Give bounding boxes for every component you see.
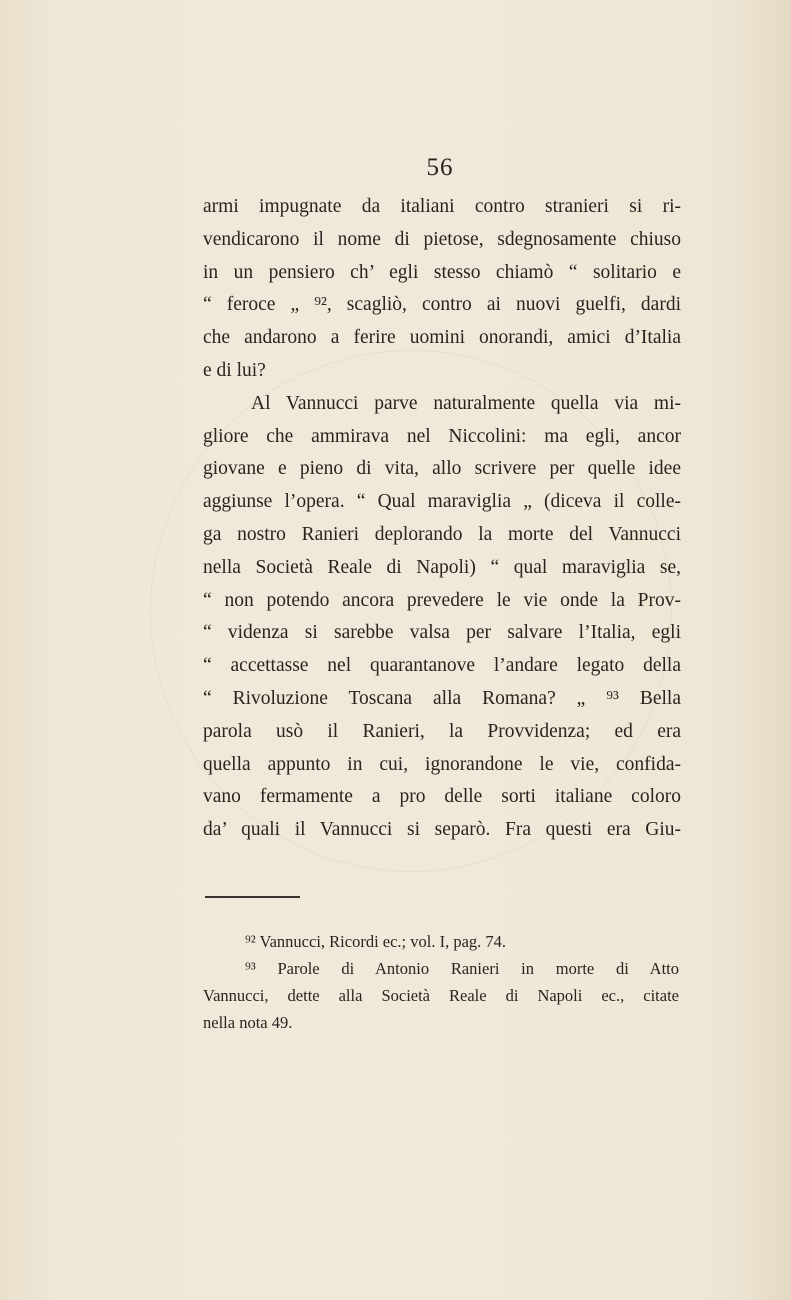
body-text xyxy=(203,191,681,847)
body-line: che andarono a ferire uomini onorandi, amici d’Italia xyxy=(203,327,681,349)
body-line: giovane e pieno di vita, allo scrivere per quelle idee xyxy=(203,458,681,480)
body-line: vendicarono il nome di pietose, sdegnosamente chiuso xyxy=(203,228,681,250)
footnote-93: ⁹³ Parole di Antonio Ranieri in morte di Atto xyxy=(245,959,679,978)
page-number: 56 xyxy=(426,154,454,181)
body-line: parola usò il Ranieri, la Provvidenza; ed era xyxy=(203,720,681,742)
body-line: armi impugnate da italiani contro stranieri si ri- xyxy=(203,196,681,217)
body-line: e di lui? xyxy=(203,359,266,381)
body-line: gliore che ammirava nel Niccolini: ma egli, ancor xyxy=(203,425,681,447)
body-line: in un pensiero ch’ egli stesso chiamò “ solitario e xyxy=(203,261,681,283)
footnote-92: ⁹² Vannucci, Ricordi ec.; vol. I, pag. 74. xyxy=(245,932,507,951)
footnotes xyxy=(203,928,679,1036)
body-line: “ accettasse nel quarantanove l’andare legato della xyxy=(203,655,681,677)
body-line: “ feroce „ ⁹², scagliò, contro ai nuovi guelfi, dardi xyxy=(203,294,681,316)
footnote-rule xyxy=(205,896,300,898)
body-line: “ Rivoluzione Toscana alla Romana? „ ⁹³ Bella xyxy=(203,687,681,709)
body-line: da’ quali il Vannucci si separò. Fra questi era Giu- xyxy=(203,819,681,841)
body-line: vano fermamente a pro delle sorti italiane coloro xyxy=(203,786,681,808)
body-line: quella appunto in cui, ignorandone le vie, confida- xyxy=(203,753,681,775)
body-line: aggiunse l’opera. “ Qual maraviglia „ (diceva il colle- xyxy=(203,491,681,513)
body-line: Al Vannucci parve naturalmente quella via mi- xyxy=(251,392,681,414)
footnote-93-cont: Vannucci, dette alla Società Reale di Napoli ec., citate xyxy=(203,986,679,1005)
body-line: nella Società Reale di Napoli) “ qual maraviglia se, xyxy=(203,556,681,578)
body-line: ga nostro Ranieri deplorando la morte del Vannucci xyxy=(203,523,681,545)
body-line: “ videnza si sarebbe valsa per salvare l’Italia, egli xyxy=(203,622,681,644)
body-line: “ non potendo ancora prevedere le vie onde la Prov- xyxy=(203,589,681,611)
footnote-93-end: nella nota 49. xyxy=(203,1013,293,1032)
